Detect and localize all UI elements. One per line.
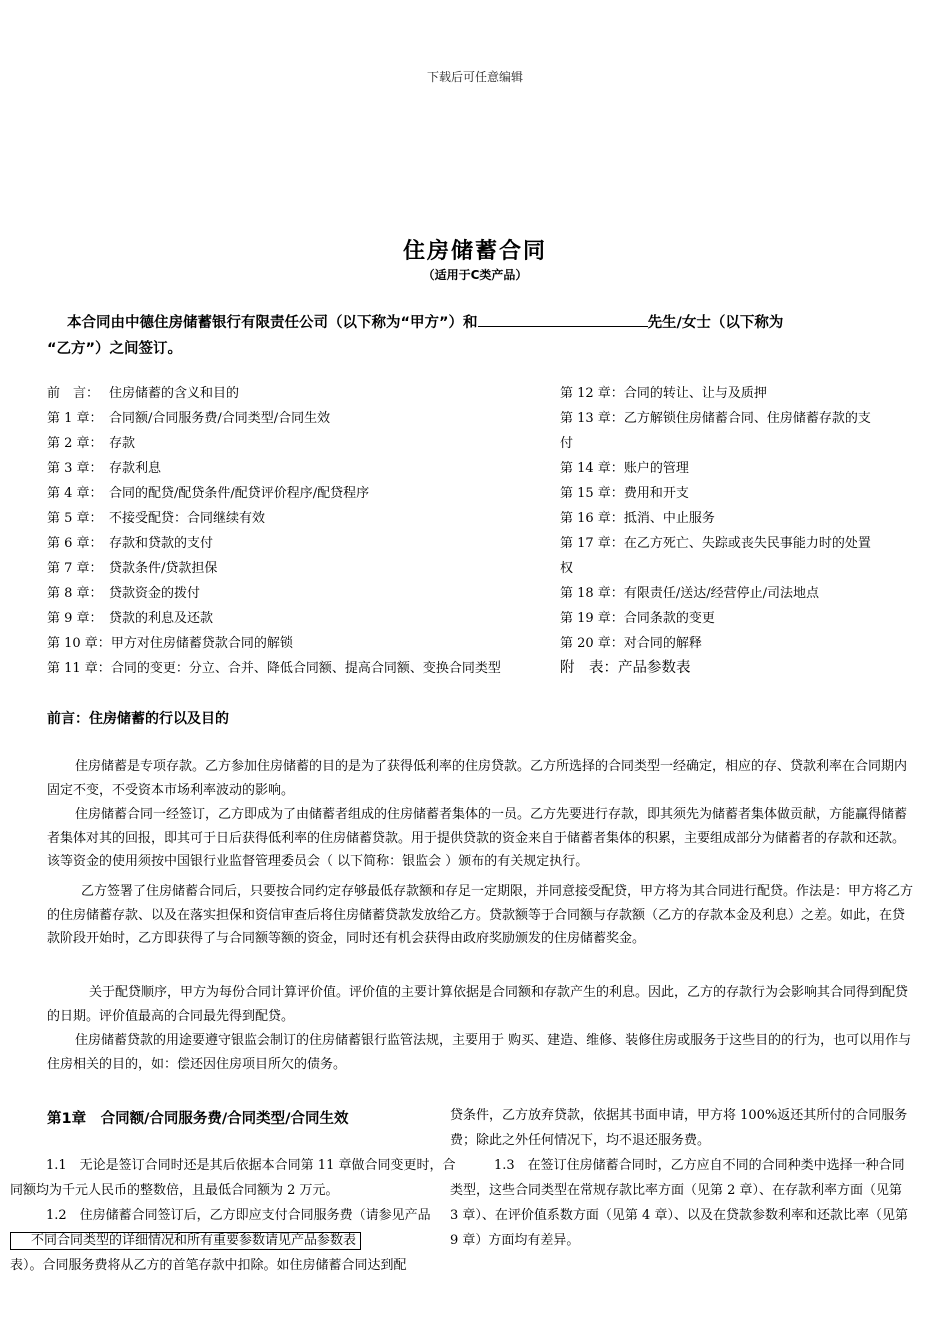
toc-item: 第 2 章： 存款 — [47, 436, 136, 451]
toc-item: 第 15 章：费用和开支 — [560, 486, 689, 501]
toc-item: 第 11 章：合同的变更：分立、合并、降低合同额、提高合同额、变换合同类型 — [47, 661, 501, 676]
toc-item-continuation: 权 — [560, 561, 574, 576]
toc-right-column — [560, 381, 871, 681]
toc-item: 第 10 章：甲方对住房储蓄贷款合同的解锁 — [47, 636, 293, 651]
clause-1-2-continued: 贷条件，乙方放弃贷款，依据其书面申请，甲方将 100%返还其所付的合同服务费；除此之外任何情况下，均不退还服务费。 — [450, 1108, 908, 1148]
toc-item: 第 8 章： 贷款资金的拨付 — [47, 586, 201, 601]
preface-paragraph-5: 住房储蓄贷款的用途要遵守银监会制订的住房储蓄银行监管法规，主要用于 购买、建造、维修、装修住房或服务于这些目的的行为，也可以用作与住房相关的目的，如：偿还因住房项目所欠的债务。 — [47, 1033, 912, 1072]
clause-1-2: 1.2 住房储蓄合同签订后，乙方即应支付合同服务费（请参见产品 不同合同类型的详细情况和所有重要参数请见产品参数表 表）。合同服务费将从乙方的首笔存款中扣除。如住房储蓄合同达到配 — [10, 1208, 431, 1273]
preface-heading: 前言：住房储蓄的行以及目的 — [47, 711, 229, 727]
page-title: 住房储蓄合同 — [402, 239, 547, 264]
page-subtitle: （适用于C类产品） — [422, 268, 528, 282]
preface-paragraph-2: 住房储蓄合同一经签订，乙方即成为了由储蓄者组成的住房储蓄者集体的一员。乙方先要进行存款，即其须先为储蓄者集体做贡献，方能赢得储蓄者集体对其的回报，即其可于日后获得低利率的住房储蓄贷款。用于提供贷款的资金来自于储蓄者集体的积累，主要组成部分为储蓄者的存款和还款。该等资金的使用须按中国银行业监督管理委员会（ 以下简称：银监会 ）颁布的有关规定执行。 — [47, 807, 908, 869]
toc-item-appendix: 附 表：产品参数表 — [560, 660, 691, 676]
toc-item-continuation: 付 — [560, 436, 574, 451]
toc-item: 第 14 章：账户的管理 — [560, 461, 689, 476]
toc-item: 第 5 章： 不接受配贷：合同继续有效 — [47, 511, 266, 526]
preface-paragraph-3: 乙方签署了住房储蓄合同后，只要按合同约定存够最低存款额和存足一定期限，并同意接受配贷，甲方将为其合同进行配贷。作法是：甲方将乙方的住房储蓄存款、以及在落实担保和资信审查后将住房储蓄贷款发放给乙方。贷款额等于合同额与存款额（乙方的存款本金及利息）之差。如此，在贷款阶段开始时，乙方即获得了与合同额等额的资金，同时还有机会获得由政府奖励颁发的住房储蓄奖金。 — [47, 884, 914, 946]
toc-item: 第 16 章：抵消、中止服务 — [560, 511, 715, 526]
intro-part2: 先生/女士（以下称为 — [647, 315, 784, 331]
toc-item: 第 7 章： 贷款条件/贷款担保 — [47, 561, 218, 576]
intro-part3: “乙方”）之间签订。 — [47, 341, 183, 357]
name-blank-line — [478, 312, 648, 327]
toc-item: 第 20 章：对合同的解释 — [560, 636, 702, 651]
product-param-note-box: 不同合同类型的详细情况和所有重要参数请见产品参数表 — [10, 1232, 361, 1250]
toc-item: 第 3 章： 存款利息 — [47, 461, 162, 476]
toc-item: 第 1 章： 合同额/合同服务费/合同类型/合同生效 — [47, 411, 331, 426]
toc-item: 前 言： 住房储蓄的含义和目的 — [47, 386, 240, 401]
intro-part1: 本合同由中德住房储蓄银行有限责任公司（以下称为“甲方”）和 — [67, 315, 478, 331]
header-note: 下载后可任意编辑 — [426, 70, 523, 84]
clause-1-3: 1.3 在签订住房储蓄合同时，乙方应自不同的合同种类中选择一种合同类型，这些合同类型在常规存款比率方面（见第 2 章）、在存款利率方面（见第 3 章）、在评价值系数方面（见第 4 章）、以及在贷款参数利率和还款比率（见第 9 章）方面均有差异。 — [450, 1158, 908, 1248]
toc-item: 第 6 章： 存款和贷款的支付 — [47, 536, 214, 551]
intro-paragraph — [47, 310, 907, 362]
toc-item: 第 17 章：在乙方死亡、失踪或丧失民事能力时的处置 — [560, 536, 871, 551]
toc-left-column — [47, 381, 501, 681]
preface-paragraph-4: 关于配贷顺序，甲方为每份合同计算评价值。评价值的主要计算依据是合同额和存款产生的利息。因此，乙方的存款行为会影响其合同得到配贷的日期。评价值最高的合同最先得到配贷。 — [47, 985, 909, 1024]
toc-item: 第 12 章：合同的转让、让与及质押 — [560, 386, 767, 401]
toc-item: 第 13 章：乙方解锁住房储蓄合同、住房储蓄存款的支 — [560, 411, 871, 426]
toc-item: 第 19 章：合同条款的变更 — [560, 611, 715, 626]
toc-item: 第 18 章：有限责任/送达/经营停止/司法地点 — [560, 586, 819, 601]
toc-item: 第 9 章： 贷款的利息及还款 — [47, 611, 214, 626]
clause-1-1: 1.1 无论是签订合同时还是其后依据本合同第 11 章做合同变更时，合同额均为千元人民币的整数倍，且最低合同额为 2 万元。 — [10, 1158, 456, 1198]
toc-item: 第 4 章： 合同的配贷/配贷条件/配贷评价程序/配贷程序 — [47, 486, 370, 501]
preface-paragraph-1: 住房储蓄是专项存款。乙方参加住房储蓄的目的是为了获得低利率的住房贷款。乙方所选择的合同类型一经确定，相应的存、贷款利率在合同期内固定不变，不受资本市场利率波动的影响。 — [47, 759, 908, 798]
chapter1-heading: 第1章 合同额/合同服务费/合同类型/合同生效 — [47, 1111, 349, 1127]
